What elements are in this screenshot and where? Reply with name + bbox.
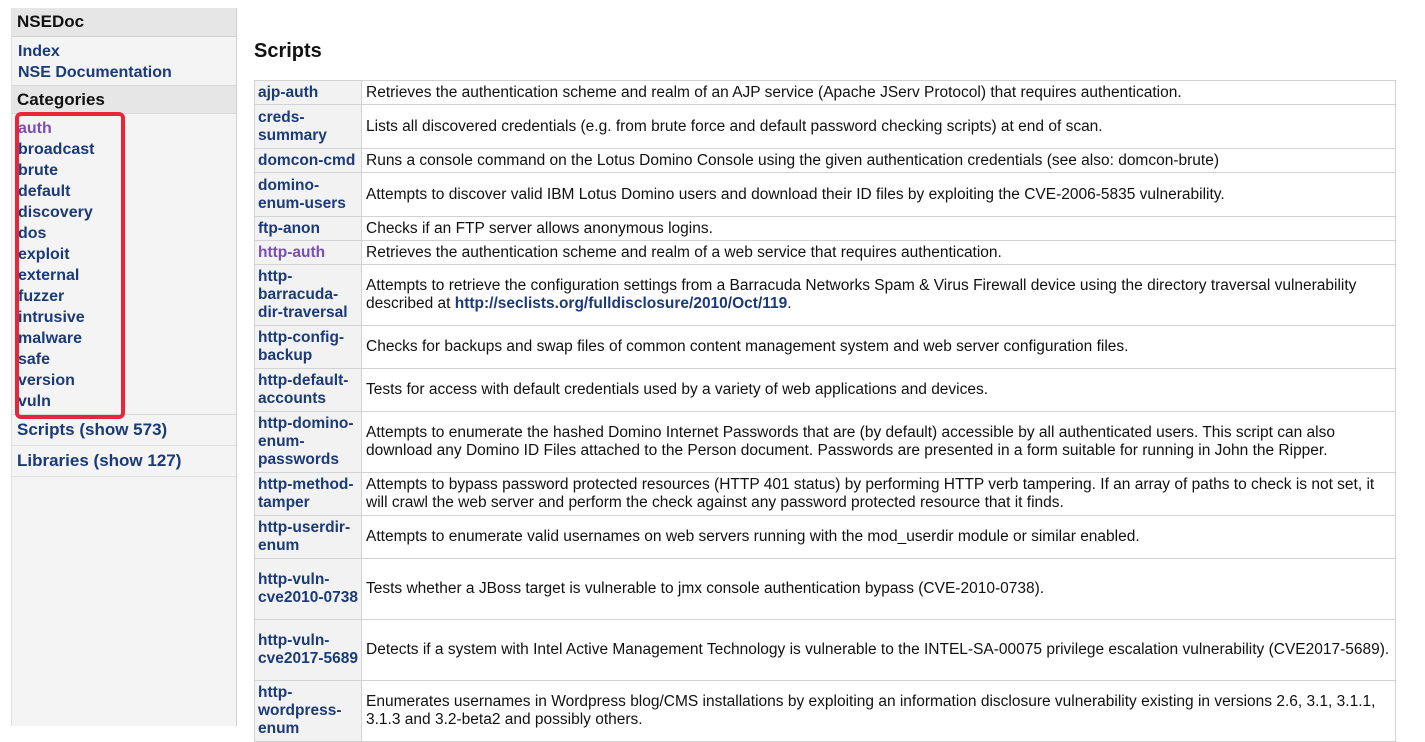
script-description: Enumerates usernames in Wordpress blog/CMS installations by exploiting an information disclosure vulnerability existing in versions 2.6, 3.1, 3.1.1, 3.1.3 and 3.2-beta2 and possibly others. [362,681,1396,742]
table-row [255,326,1396,369]
scripts-table [254,80,1396,742]
category-external[interactable]: external [18,267,80,284]
table-row [255,369,1396,412]
script-description: Runs a console command on the Lotus Domino Console using the given authentication credentials (see also: domcon-brute) [362,149,1396,173]
script-description: Attempts to enumerate valid usernames on web servers running with the mod_userdir module or similar enabled. [362,516,1396,559]
script-description: Attempts to bypass password protected resources (HTTP 401 status) by performing HTTP verb tampering. If an array of paths to check is not set, it will crawl the web server and perform the check against any password protected resource that it finds. [362,473,1396,516]
sidebar-links [12,37,236,85]
script-link-ajp-auth[interactable]: ajp-auth [258,83,319,101]
script-name-cell [255,412,362,473]
script-description: Checks for backups and swap files of common content management system and web server configuration files. [362,326,1396,369]
table-row [255,681,1396,742]
script-link-domcon-cmd[interactable]: domcon-cmd [258,151,356,169]
script-name-cell [255,516,362,559]
script-link-creds-summary[interactable]: creds-summary [258,108,327,144]
script-description: Lists all discovered credentials (e.g. from brute force and default password checking scripts) at end of scan. [362,105,1396,149]
table-row [255,265,1396,326]
script-description [362,265,1396,326]
category-broadcast[interactable]: broadcast [18,141,95,158]
script-name-cell [255,217,362,241]
table-row [255,516,1396,559]
table-row [255,559,1396,620]
script-link-http-userdir-enum[interactable]: http-userdir-enum [258,519,351,554]
script-description: Attempts to discover valid IBM Lotus Domino users and download their ID files by exploiting the CVE-2006-5835 vulnerability. [362,173,1396,217]
script-description: Checks if an FTP server allows anonymous logins. [362,217,1396,241]
description-text-end: . [787,295,792,312]
category-malware[interactable]: malware [18,330,83,347]
script-name-cell [255,473,362,516]
table-row [255,473,1396,516]
sidebar-title: NSEDoc [12,8,236,37]
script-description: Tests whether a JBoss target is vulnerable to jmx console authentication bypass (CVE-2010-0738). [362,559,1396,620]
script-name-cell [255,105,362,149]
category-list [12,114,236,412]
table-row [255,241,1396,265]
script-name-cell [255,559,362,620]
category-fuzzer[interactable]: fuzzer [18,288,65,305]
script-link-http-wordpress-enum[interactable]: http-wordpress-enum [258,684,342,737]
script-description: Attempts to enumerate the hashed Domino Internet Passwords that are (by default) accessible by all authenticated users. This script can also download any Domino ID Files attached to the Person document. Passwords are presented in a form suitable for running in John the Ripper. [362,412,1396,473]
script-link-domino-enum-users[interactable]: domino-enum-users [258,176,346,212]
categories-header: Categories [12,85,236,114]
script-link-ftp-anon[interactable]: ftp-anon [258,219,320,237]
script-description: Tests for access with default credentials used by a variety of web applications and devices. [362,369,1396,412]
table-row [255,149,1396,173]
script-link-http-vuln-cve2010-0738[interactable]: http-vuln-cve2010-0738 [258,571,358,606]
script-name-cell [255,173,362,217]
seclists-link[interactable]: http://seclists.org/fulldisclosure/2010/Oct/119 [454,295,788,312]
script-name-cell [255,681,362,742]
script-name-cell [255,620,362,681]
category-auth[interactable]: auth [18,120,52,137]
script-name-cell [255,81,362,105]
script-link-http-vuln-cve2017-5689[interactable]: http-vuln-cve2017-5689 [258,632,358,667]
table-row [255,620,1396,681]
nse-documentation-link[interactable]: NSE Documentation [18,64,172,81]
table-row [255,412,1396,473]
scripts-link[interactable]: Scripts (show 573) [12,414,236,446]
table-row [255,105,1396,149]
category-default[interactable]: default [18,183,71,200]
category-version[interactable]: version [18,372,75,389]
description-text: Attempts to retrieve the configuration settings from a Barracuda Networks Spam & Virus Firewall device using the directory traversal vulnerability described at [366,277,1357,312]
script-link-http-default-accounts[interactable]: http-default-accounts [258,372,349,407]
category-vuln[interactable]: vuln [18,393,51,410]
libraries-link[interactable]: Libraries (show 127) [12,446,236,477]
script-description: Retrieves the authentication scheme and realm of a web service that requires authentication. [362,241,1396,265]
sidebar [11,8,237,726]
index-link[interactable]: Index [18,43,60,60]
category-brute[interactable]: brute [18,162,58,179]
script-description: Retrieves the authentication scheme and realm of an AJP service (Apache JServ Protocol) that requires authentication. [362,81,1396,105]
table-row [255,81,1396,105]
page-title: Scripts [254,40,322,62]
category-safe[interactable]: safe [18,351,51,368]
script-link-http-auth[interactable]: http-auth [258,243,326,261]
script-name-cell [255,369,362,412]
category-exploit[interactable]: exploit [18,246,70,263]
script-link-http-domino-enum-passwords[interactable]: http-domino-enum-passwords [258,415,354,468]
script-description: Detects if a system with Intel Active Management Technology is vulnerable to the INTEL-SA-00075 privilege escalation vulnerability (CVE2017-5689). [362,620,1396,681]
script-link-http-config-backup[interactable]: http-config-backup [258,329,345,364]
script-name-cell [255,241,362,265]
script-link-http-barracuda-dir-traversal[interactable]: http-barracuda-dir-traversal [258,268,348,321]
script-name-cell [255,326,362,369]
category-intrusive[interactable]: intrusive [18,309,85,326]
script-name-cell [255,265,362,326]
table-row [255,173,1396,217]
category-dos[interactable]: dos [18,225,47,242]
category-discovery[interactable]: discovery [18,204,93,221]
main-content [254,38,1397,742]
table-row [255,217,1396,241]
script-name-cell [255,149,362,173]
script-link-http-method-tamper[interactable]: http-method-tamper [258,476,354,511]
